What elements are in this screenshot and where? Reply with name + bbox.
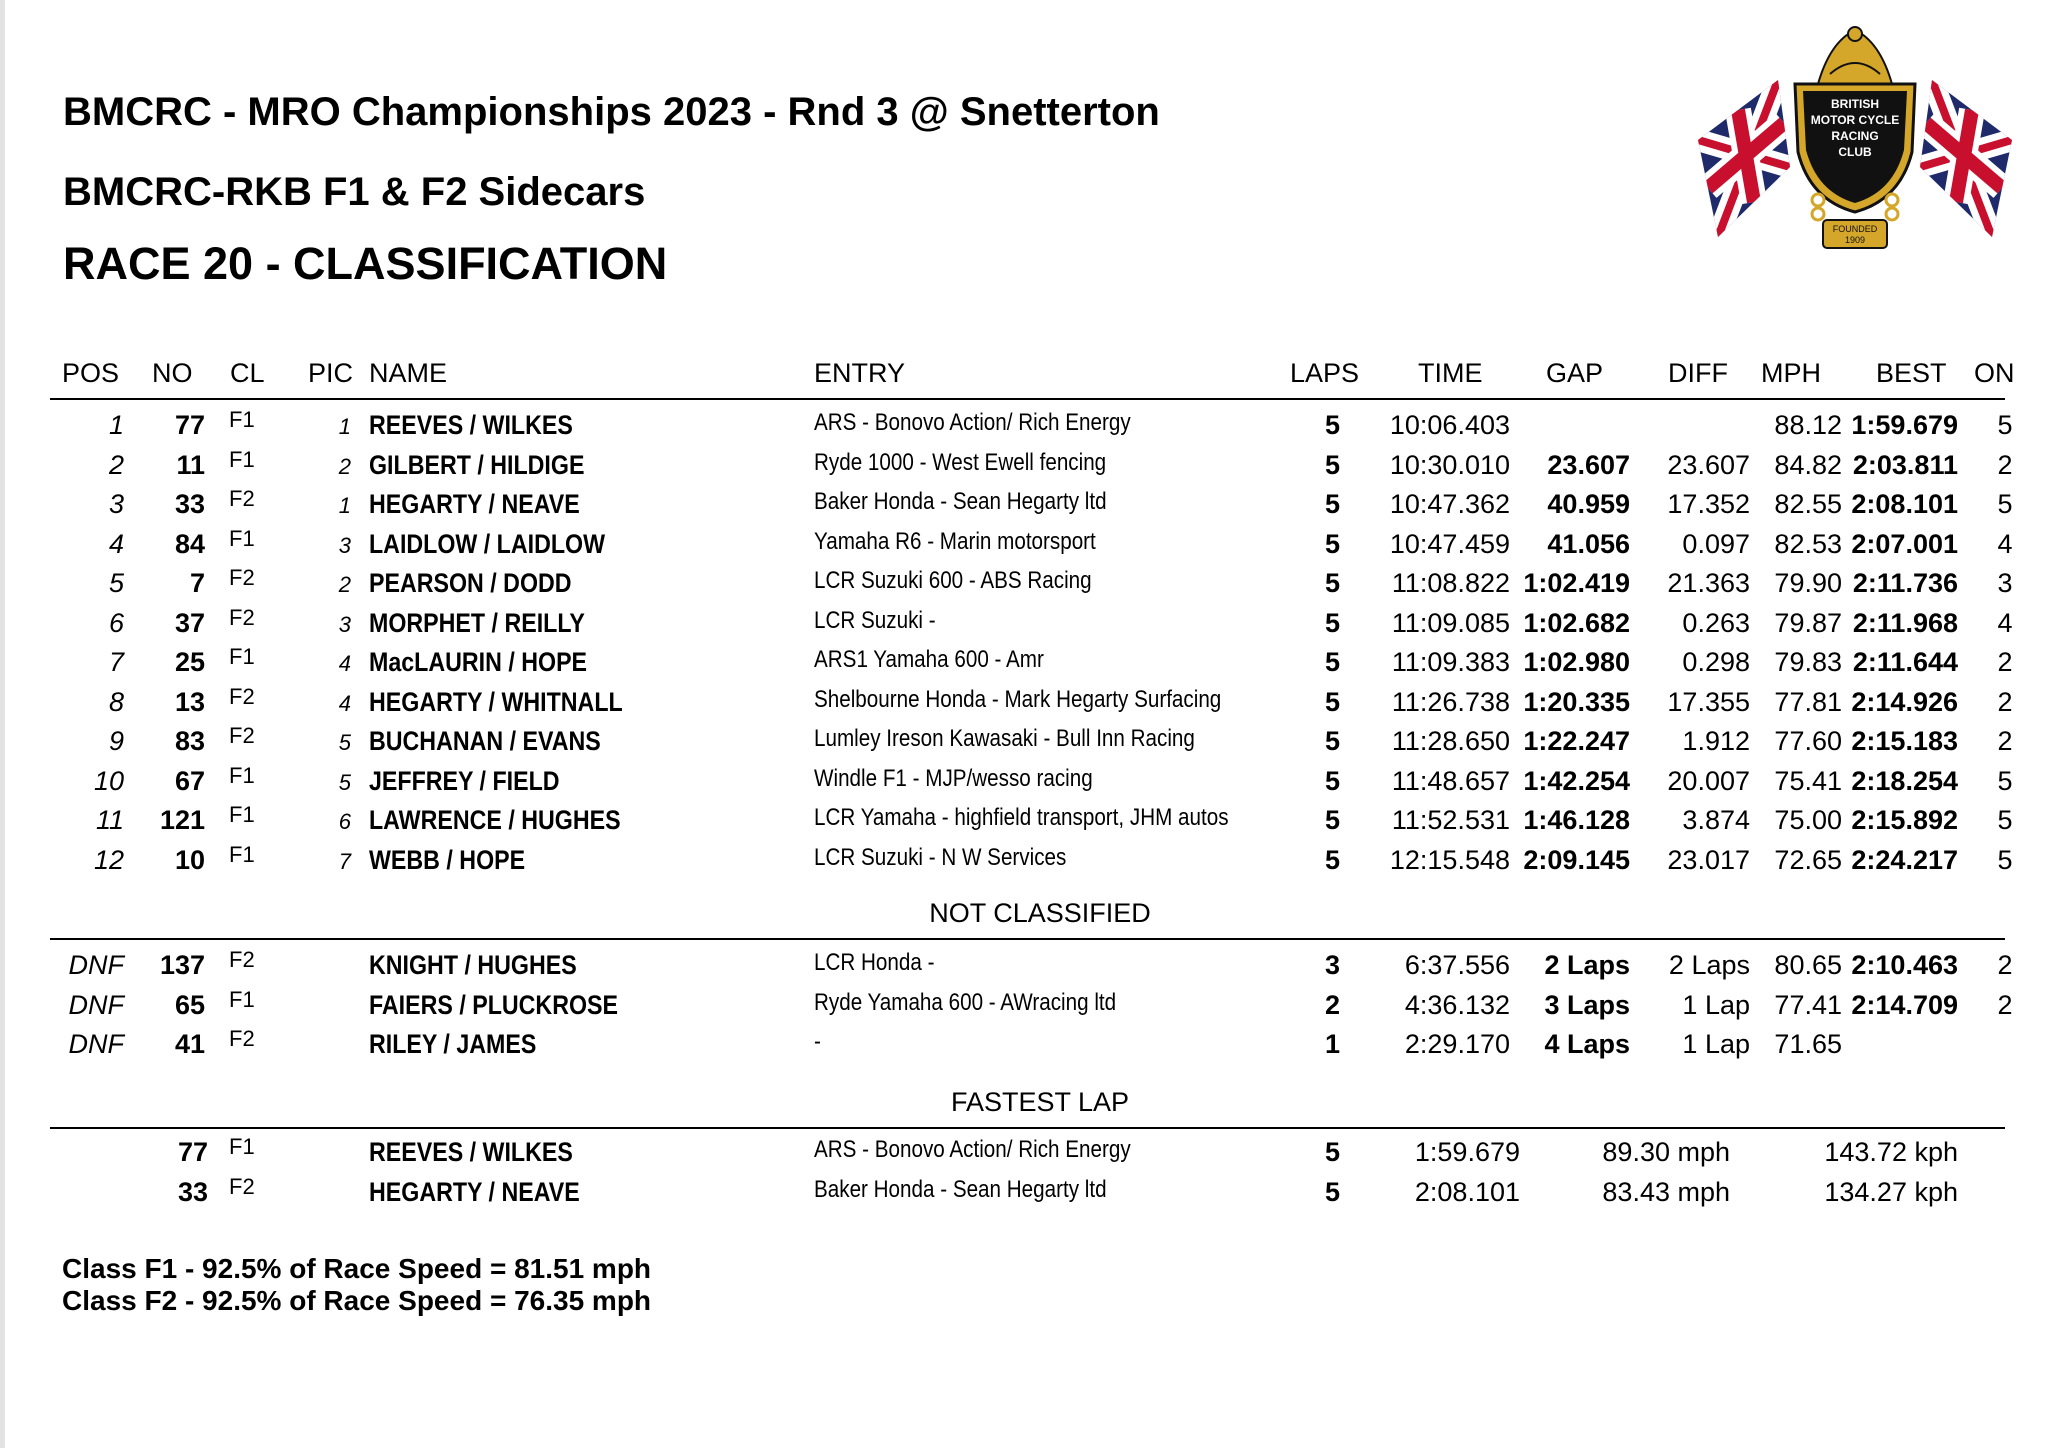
cell-name: LAIDLOW / LAIDLOW [369, 528, 606, 559]
cell-entry: Baker Honda - Sean Hegarty ltd [814, 1175, 1107, 1203]
cell-pic: 1 [338, 414, 351, 439]
cell-entry: Shelbourne Honda - Mark Hegarty Surfacing [814, 685, 1222, 713]
cell-entry: LCR Yamaha - highfield transport, JHM autos [814, 804, 1229, 831]
cell-time: 11:52.531 [1391, 805, 1510, 835]
cell-cl: F1 [229, 986, 255, 1012]
cell-entry: LCR Suzuki - [814, 606, 936, 634]
cell-pos: 6 [108, 607, 124, 638]
cell-name: MacLAURIN / HOPE [369, 647, 588, 677]
cell-pos: 9 [108, 726, 124, 756]
cell-on: 5 [1997, 805, 2013, 835]
cell-name: HEGARTY / WHITNALL [369, 686, 623, 717]
cell-pos: 3 [108, 489, 124, 519]
col-pos: POS [62, 358, 120, 388]
cell-mph: 77.41 [1774, 989, 1842, 1020]
cell-entry: Baker Honda - Sean Hegarty ltd [814, 488, 1107, 515]
cell-mph: 75.00 [1774, 805, 1842, 835]
cell-time: 2:08.101 [1414, 1176, 1520, 1207]
cell-on: 2 [1997, 647, 2013, 677]
cell-best: 2:15.892 [1851, 805, 1958, 835]
cell-laps: 2 [1324, 989, 1340, 1020]
cell-pos: 2 [108, 449, 124, 480]
cell-diff: 17.355 [1667, 686, 1750, 717]
race-title: RACE 20 - CLASSIFICATION [63, 238, 668, 289]
class-f1-speed: Class F1 - 92.5% of Race Speed = 81.51 mph [62, 1253, 652, 1284]
cell-time: 11:09.383 [1391, 647, 1510, 677]
cell-on: 4 [1997, 607, 2013, 638]
cell-pos: 7 [108, 647, 124, 677]
class-title: BMCRC-RKB F1 & F2 Sidecars [63, 170, 646, 214]
cell-cl: F1 [229, 802, 255, 827]
cell-diff: 1.912 [1682, 726, 1750, 756]
cell-laps: 5 [1324, 489, 1340, 519]
cell-diff: 0.263 [1682, 607, 1750, 638]
cell-time: 11:26.738 [1391, 686, 1510, 717]
cell-entry: LCR Suzuki - N W Services [814, 843, 1067, 871]
cell-cl: F2 [229, 1026, 255, 1051]
union-flag-right-icon [1910, 72, 2020, 242]
cell-gap: 1:20.335 [1523, 686, 1630, 717]
cell-on: 3 [1997, 568, 2013, 598]
cell-gap: 3 Laps [1544, 989, 1630, 1020]
cell-cl: F1 [229, 841, 255, 867]
cell-diff: 21.363 [1667, 568, 1750, 598]
cell-entry: Windle F1 - MJP/wesso racing [814, 764, 1093, 792]
cell-pic: 2 [338, 572, 351, 597]
cell-best: 2:24.217 [1851, 844, 1958, 875]
cell-no: 41 [174, 1029, 205, 1059]
cell-name: BUCHANAN / EVANS [369, 726, 601, 756]
cell-best: 2:08.101 [1851, 489, 1958, 519]
cell-best: 2:14.709 [1851, 989, 1958, 1020]
cell-pic: 3 [338, 611, 351, 637]
cell-mph: 82.55 [1774, 489, 1842, 519]
cell-diff: 1 Lap [1682, 1029, 1750, 1059]
cell-no: 77 [174, 410, 205, 440]
cell-kph: 143.72 kph [1824, 1137, 1958, 1167]
cell-pic: 5 [338, 730, 351, 755]
cell-best: 1:59.679 [1851, 410, 1958, 440]
not-classified-title: NOT CLASSIFIED [929, 898, 1151, 928]
fastest-lap-title: FASTEST LAP [950, 1087, 1130, 1117]
cell-diff: 2 Laps [1668, 950, 1750, 980]
bmcrc-logo [1690, 22, 2020, 257]
cell-laps: 5 [1324, 410, 1340, 440]
cell-laps: 5 [1324, 844, 1340, 875]
cell-name: LAWRENCE / HUGHES [369, 805, 621, 835]
cell-name: HEGARTY / NEAVE [369, 1176, 580, 1207]
cell-laps: 5 [1324, 686, 1340, 717]
cell-time: 10:47.362 [1389, 489, 1510, 519]
cell-no: 67 [174, 765, 205, 796]
cell-entry: ARS - Bonovo Action/ Rich Energy [814, 1136, 1131, 1163]
cell-cl: F2 [229, 683, 255, 709]
cell-name: KNIGHT / HUGHES [369, 950, 577, 980]
cell-no: 10 [174, 844, 205, 875]
cell-best: 2:18.254 [1851, 765, 1958, 796]
cell-cl: F2 [229, 947, 255, 972]
cell-name: FAIERS / PLUCKROSE [369, 989, 619, 1020]
cell-best: 2:03.811 [1852, 449, 1958, 480]
cell-pos: 11 [95, 805, 124, 835]
cell-pos: DNF [68, 950, 124, 980]
cell-mph: 72.65 [1774, 844, 1842, 875]
cell-no: 7 [189, 568, 205, 598]
cell-cl: F2 [229, 486, 255, 511]
cell-entry: Yamaha R6 - Marin motorsport [814, 527, 1096, 555]
cell-laps: 5 [1324, 765, 1340, 796]
cell-kph: 134.27 kph [1824, 1176, 1958, 1207]
col-entry: ENTRY [814, 358, 906, 388]
cell-gap: 1:02.682 [1523, 607, 1630, 638]
cell-best: 2:11.644 [1852, 647, 1958, 677]
cell-time: 1:59.679 [1414, 1137, 1520, 1167]
cell-pos: 10 [93, 765, 124, 796]
cell-on: 5 [1997, 844, 2013, 875]
fastest-lap-divider [50, 1127, 2005, 1129]
cell-time: 2:29.170 [1404, 1029, 1510, 1059]
cell-laps: 5 [1324, 568, 1340, 598]
cell-laps: 5 [1324, 805, 1340, 835]
cell-on: 2 [1997, 726, 2013, 756]
cell-mph: 77.81 [1774, 686, 1842, 717]
cell-name: REEVES / WILKES [369, 410, 573, 440]
cell-no: 77 [177, 1137, 208, 1167]
cell-pos: 8 [108, 686, 124, 717]
cell-mph: 77.60 [1774, 726, 1842, 756]
cell-cl: F1 [229, 644, 255, 669]
cell-pic: 6 [338, 809, 351, 834]
cell-mph: 82.53 [1774, 528, 1842, 559]
cell-cl: F1 [229, 525, 255, 551]
cell-time: 12:15.548 [1389, 844, 1510, 875]
cell-diff: 20.007 [1667, 765, 1750, 796]
cell-no: 137 [159, 950, 205, 980]
col-name: NAME [369, 358, 448, 388]
cell-cl: F1 [229, 762, 255, 788]
col-mph: MPH [1761, 358, 1821, 388]
cell-entry: Ryde Yamaha 600 - AWracing ltd [814, 988, 1117, 1016]
cell-mph: 83.43 mph [1602, 1176, 1730, 1207]
col-cl: CL [230, 358, 265, 388]
cell-diff: 0.097 [1682, 528, 1750, 559]
cell-pos: 4 [108, 528, 124, 559]
cell-mph: 80.65 [1774, 950, 1842, 980]
cell-no: 84 [174, 528, 205, 559]
cell-diff: 1 Lap [1682, 989, 1750, 1020]
championship-title: BMCRC - MRO Championships 2023 - Rnd 3 @ Snetterton [63, 90, 1160, 134]
svg-text:BRITISH: BRITISH [1831, 97, 1879, 111]
cell-laps: 5 [1324, 449, 1340, 480]
col-no: NO [152, 358, 193, 388]
cell-gap: 1:42.254 [1523, 765, 1630, 796]
cell-cl: F2 [229, 604, 255, 630]
not-classified-divider [50, 938, 2005, 940]
cell-mph: 84.82 [1774, 449, 1842, 480]
col-diff: DIFF [1668, 358, 1728, 388]
cell-entry: LCR Honda - [814, 949, 935, 976]
cell-laps: 5 [1324, 1176, 1340, 1207]
col-pic: PIC [308, 358, 354, 388]
cell-pic: 1 [338, 493, 351, 518]
cell-name: REEVES / WILKES [369, 1137, 573, 1167]
cell-time: 6:37.556 [1404, 950, 1510, 980]
svg-text:RACING: RACING [1831, 129, 1879, 143]
cell-gap: 4 Laps [1544, 1029, 1630, 1059]
cell-no: 37 [174, 607, 205, 638]
cell-no: 83 [174, 726, 205, 756]
cell-entry: ARS1 Yamaha 600 - Amr [814, 646, 1044, 673]
cell-no: 13 [174, 686, 205, 717]
cell-laps: 5 [1324, 726, 1340, 756]
cell-pos: 1 [108, 410, 124, 440]
cell-best: 2:11.736 [1852, 568, 1958, 598]
cell-pos: 12 [93, 844, 124, 875]
svg-text:FOUNDED: FOUNDED [1832, 224, 1878, 234]
cell-on: 2 [1997, 686, 2013, 717]
cell-cl: F1 [229, 1134, 255, 1159]
cell-on: 5 [1997, 765, 2013, 796]
cell-on: 4 [1997, 528, 2013, 559]
cell-best: 2:15.183 [1851, 726, 1958, 756]
cell-pos: DNF [68, 989, 124, 1020]
cell-gap: 23.607 [1547, 449, 1630, 480]
cell-name: HEGARTY / NEAVE [369, 489, 580, 519]
cell-entry: - [814, 1028, 821, 1055]
cell-no: 11 [176, 449, 205, 480]
cell-laps: 5 [1324, 607, 1340, 638]
cell-laps: 5 [1324, 528, 1340, 559]
union-flag-left-icon [1690, 72, 1800, 242]
cell-pic: 2 [338, 453, 351, 479]
cell-laps: 5 [1324, 1137, 1340, 1167]
cell-time: 11:48.657 [1391, 765, 1510, 796]
svg-text:1909: 1909 [1844, 235, 1866, 245]
col-gap: GAP [1546, 358, 1604, 388]
svg-text:CLUB: CLUB [1838, 145, 1872, 159]
cell-mph: 79.83 [1774, 647, 1842, 677]
col-best: BEST [1876, 358, 1947, 388]
cell-no: 65 [174, 989, 205, 1020]
cell-mph: 88.12 [1774, 410, 1842, 440]
cell-pic: 5 [338, 769, 351, 795]
col-on: ON [1974, 358, 2015, 388]
cell-entry: Lumley Ireson Kawasaki - Bull Inn Racing [814, 725, 1195, 752]
cell-time: 11:09.085 [1391, 607, 1510, 638]
cell-cl: F2 [229, 1173, 255, 1199]
cell-gap: 41.056 [1547, 528, 1630, 559]
cell-on: 2 [1997, 449, 2013, 480]
cell-pic: 7 [338, 848, 351, 874]
cell-on: 5 [1997, 410, 2013, 440]
cell-diff: 17.352 [1667, 489, 1750, 519]
cell-gap: 1:02.980 [1523, 647, 1630, 677]
cell-cl: F1 [229, 407, 255, 432]
cell-pic: 4 [338, 651, 351, 676]
cell-entry: LCR Suzuki 600 - ABS Racing [814, 567, 1092, 594]
cell-name: JEFFREY / FIELD [369, 765, 560, 796]
cell-no: 25 [174, 647, 205, 677]
cell-on: 2 [1997, 989, 2013, 1020]
cell-time: 10:47.459 [1389, 528, 1510, 559]
cell-no: 121 [159, 805, 205, 835]
crown-icon [1818, 27, 1892, 84]
cell-pos: DNF [68, 1029, 124, 1059]
cell-time: 11:28.650 [1391, 726, 1510, 756]
header-divider [50, 398, 2005, 400]
cell-name: MORPHET / REILLY [369, 607, 585, 638]
cell-mph: 89.30 mph [1602, 1137, 1730, 1167]
cell-mph: 75.41 [1774, 765, 1842, 796]
cell-gap: 1:22.247 [1523, 726, 1630, 756]
cell-pic: 4 [338, 690, 351, 716]
cell-diff: 3.874 [1682, 805, 1750, 835]
cell-diff: 0.298 [1682, 647, 1750, 677]
cell-mph: 79.87 [1774, 607, 1842, 638]
cell-cl: F2 [229, 723, 255, 748]
col-laps: LAPS [1290, 358, 1360, 388]
cell-diff: 23.017 [1667, 844, 1750, 875]
cell-time: 4:36.132 [1404, 989, 1510, 1020]
cell-laps: 3 [1324, 950, 1340, 980]
cell-best: 2:11.968 [1852, 607, 1958, 638]
cell-time: 11:08.822 [1391, 568, 1510, 598]
cell-best: 2:10.463 [1851, 950, 1958, 980]
cell-name: PEARSON / DODD [369, 568, 572, 598]
cell-gap: 1:02.419 [1523, 568, 1630, 598]
page-edge [0, 0, 5, 1448]
cell-laps: 5 [1324, 647, 1340, 677]
cell-best: 2:14.926 [1851, 686, 1958, 717]
cell-laps: 1 [1324, 1029, 1340, 1059]
cell-mph: 79.90 [1774, 568, 1842, 598]
cell-mph: 71.65 [1774, 1029, 1842, 1059]
cell-cl: F1 [229, 446, 255, 472]
cell-name: WEBB / HOPE [369, 844, 526, 875]
col-time: TIME [1418, 358, 1483, 388]
cell-gap: 2:09.145 [1523, 844, 1630, 875]
cell-pic: 3 [338, 532, 351, 558]
cell-time: 10:30.010 [1389, 449, 1510, 480]
cell-gap: 1:46.128 [1523, 805, 1630, 835]
cell-diff: 23.607 [1667, 449, 1750, 480]
cell-no: 33 [174, 489, 205, 519]
cell-name: RILEY / JAMES [369, 1029, 537, 1059]
cell-best: 2:07.001 [1851, 528, 1958, 559]
class-f2-speed: Class F2 - 92.5% of Race Speed = 76.35 mph [62, 1285, 652, 1316]
cell-cl: F2 [229, 565, 255, 590]
cell-name: GILBERT / HILDIGE [369, 449, 585, 480]
cell-on: 5 [1997, 489, 2013, 519]
cell-entry: Ryde 1000 - West Ewell fencing [814, 448, 1107, 476]
cell-no: 33 [177, 1176, 208, 1207]
cell-pos: 5 [108, 568, 124, 598]
cell-gap: 40.959 [1547, 489, 1630, 519]
cell-time: 10:06.403 [1389, 410, 1510, 440]
svg-text:MOTOR CYCLE: MOTOR CYCLE [1810, 113, 1900, 127]
cell-gap: 2 Laps [1544, 950, 1630, 980]
cell-entry: ARS - Bonovo Action/ Rich Energy [814, 409, 1131, 436]
cell-on: 2 [1997, 950, 2013, 980]
